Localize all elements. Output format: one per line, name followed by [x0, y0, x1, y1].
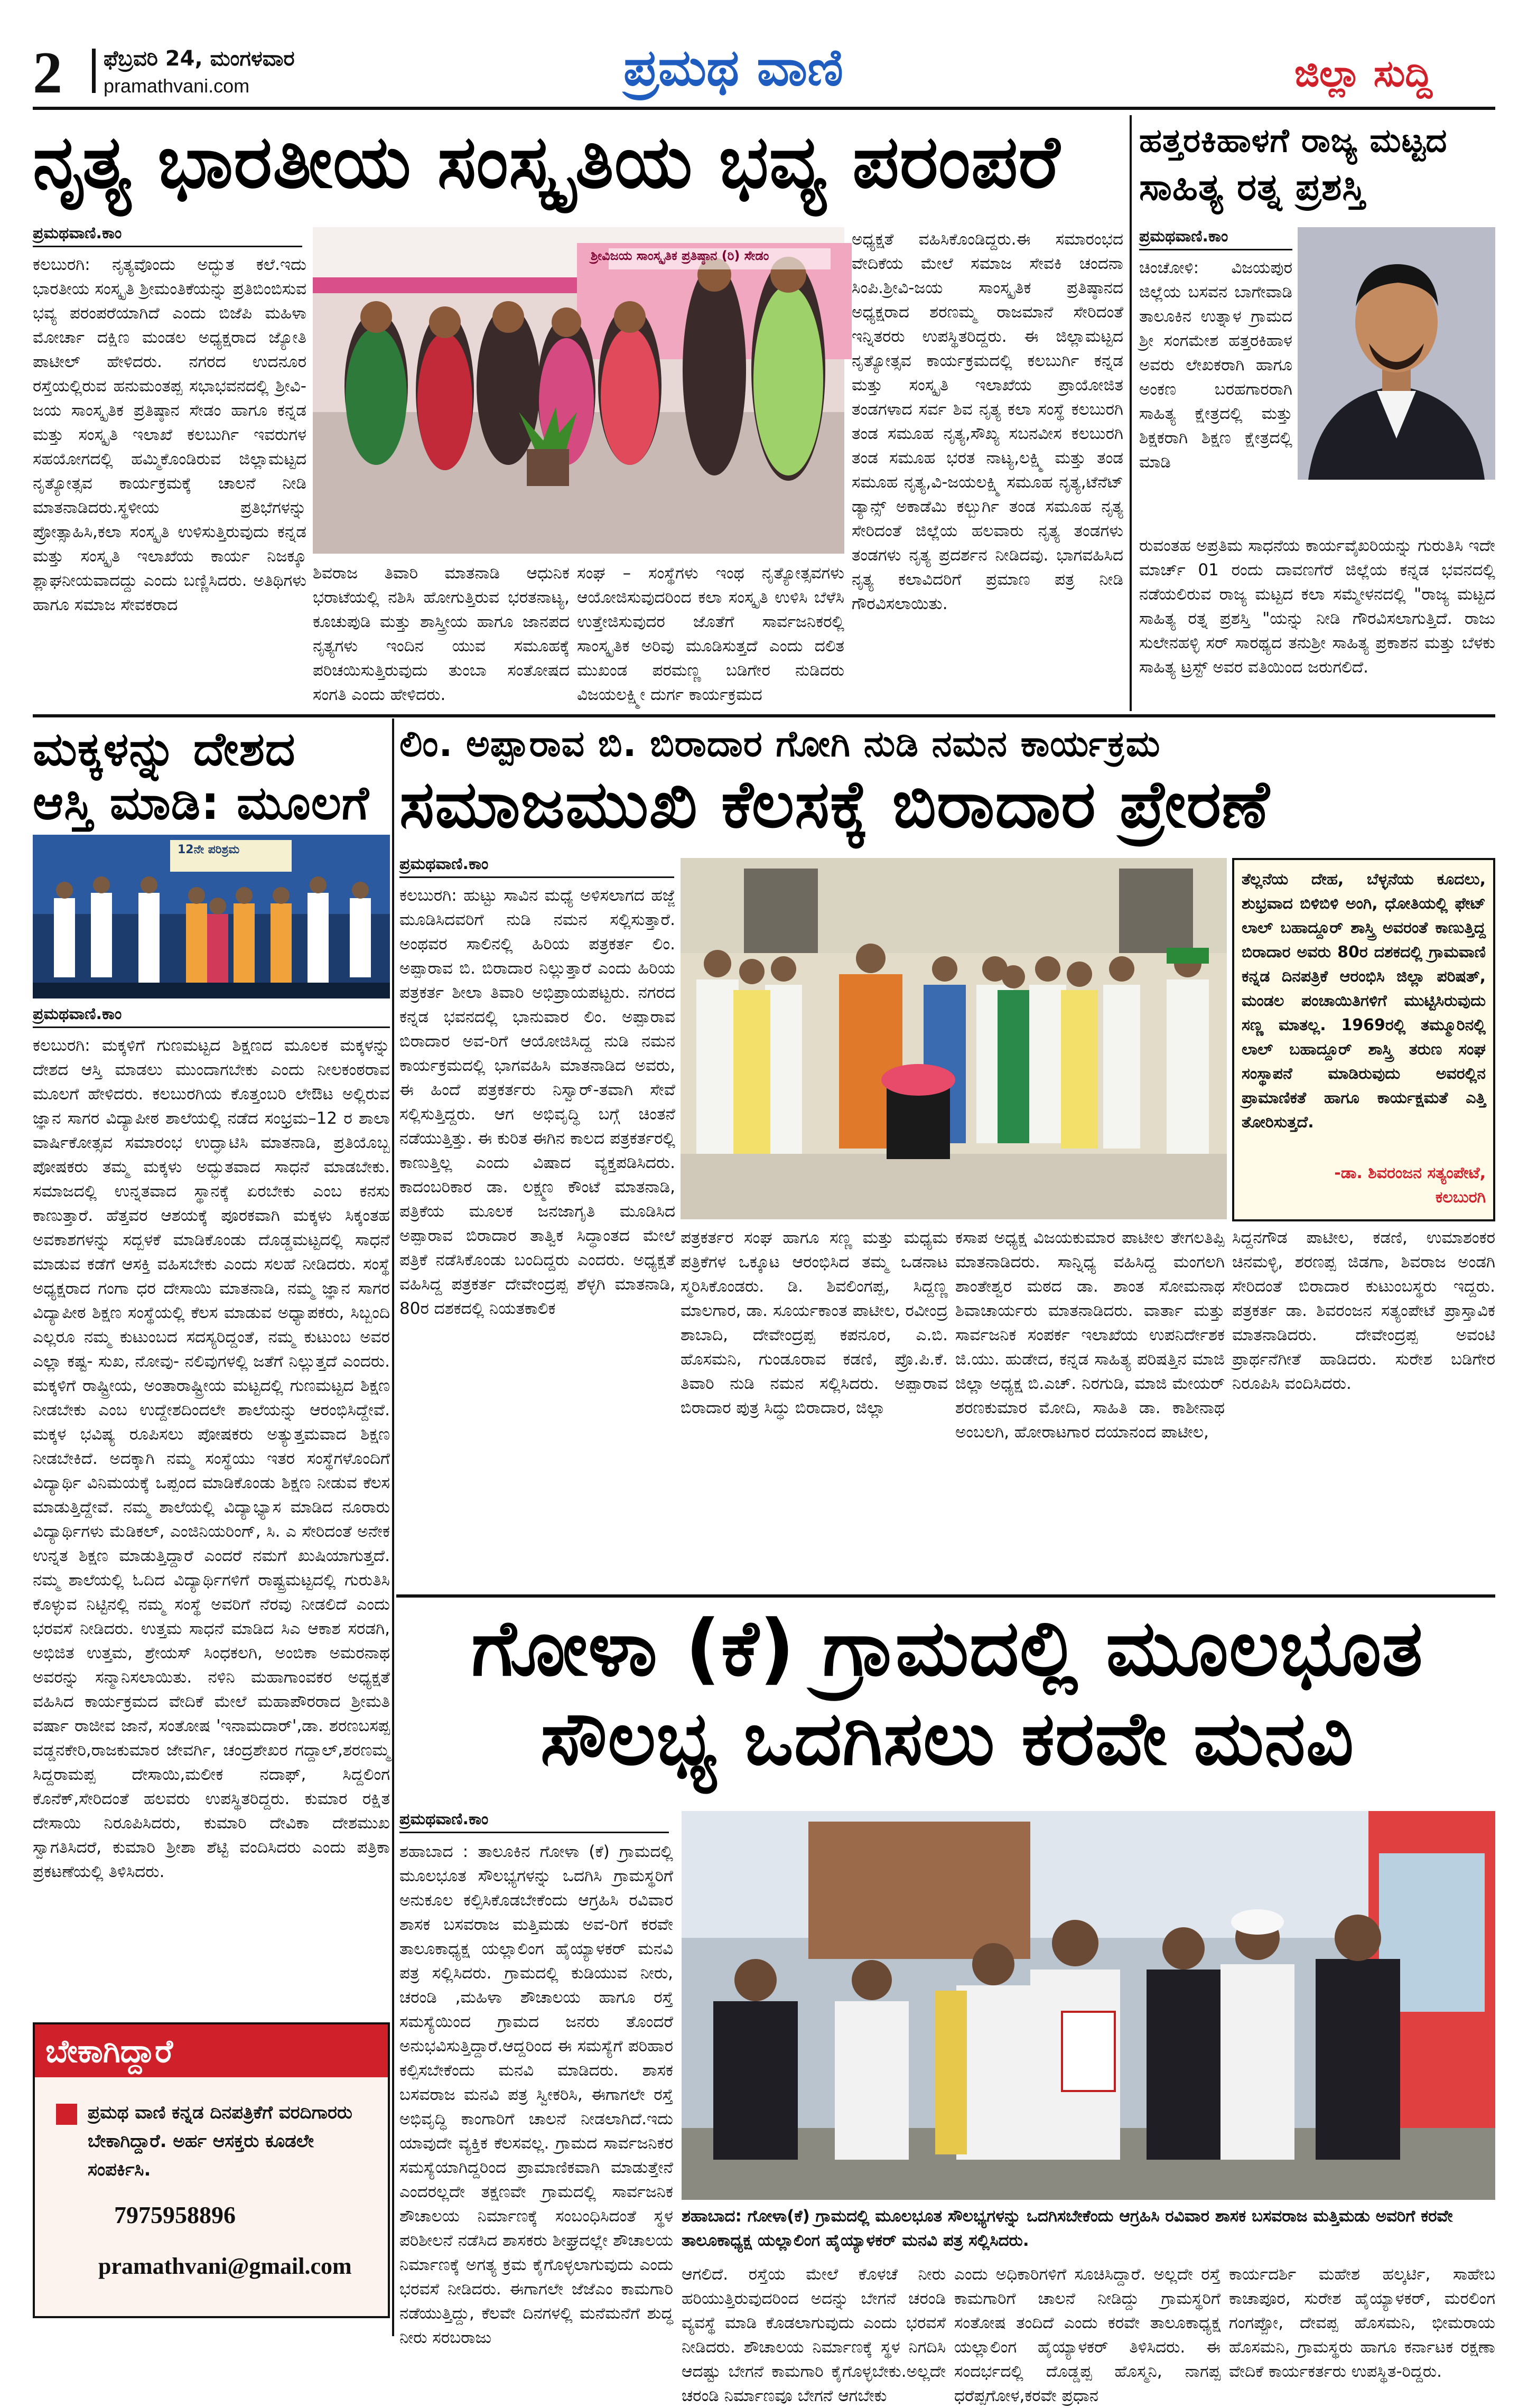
story4-column-3: ಕಸಾಪ ಅಧ್ಯಕ್ಷ ವಿಜಯಕುಮಾರ ಪಾಟೀಲ ತೇಗಲತಿಪ್ಪಿ ಮಾತನಾಡಿದರು. ಸಾನ್ನಿಧ್ಯ ವಹಿಸಿದ್ದ ಮಂಗಲಗಿ ಶಾಂತೇಶ್ವರ ಮಠದ ಡಾ. ಶಾಂತ ಸೋಮನಾಥ ಶಿವಾಚಾರ್ಯರು ಮಾತನಾಡಿದರು. ವಾರ್ತಾ ಮತ್ತು ಸಾರ್ವಜನಿಕ ಸಂಪರ್ಕ ಇಲಾಖೆಯ ಉಪನಿರ್ದೇಶಕ ಜಿ.ಯು. ಹುಡೇದ, ಕನ್ನಡ ಸಾಹಿತ್ಯ ಪರಿಷತ್ತಿನ ಮಾಜಿ ಜಿಲ್ಲಾ ಅಧ್ಯಕ್ಷ ಬಿ.ಎಚ್. ನಿರಗುಡಿ, ಮಾಜಿ ಮೇಯರ್ ಶರಣಕುಮಾರ ಮೋದಿ, ಸಾಹಿತಿ ಡಾ. ಕಾಶೀನಾಥ ಅಂಬಲಗಿ, ಹೋರಾಟಗಾರ ದಯಾನಂದ ಪಾಟೀಲ, [955, 1228, 1225, 1442]
section-title: ಜಿಲ್ಲಾ ಸುದ್ದಿ [1294, 52, 1432, 95]
story3-byline: ಪ್ರಮಥವಾಣಿ.ಕಾಂ [33, 1005, 390, 1028]
column-divider [1130, 115, 1132, 711]
tribute-event-photo [681, 858, 1227, 1219]
story5-headline-line1: ಗೋಳಾ (ಕೆ) ಗ್ರಾಮದಲ್ಲಿ ಮೂಲಭೂತ [471, 1603, 1423, 1693]
ad-bullet-icon [56, 2104, 77, 2125]
story2-column-2: ರುವಂತಹ ಅಪ್ರತಿಮ ಸಾಧನೆಯ ಕಾರ್ಯವೈಖರಿಯನ್ನು ಗುರುತಿಸಿ ಇದೇ ಮಾರ್ಚ್ 01 ರಂದು ದಾವಣಗೆರೆ ಜಿಲ್ಲೆಯ ಕನ್ನಡ ಭವನದಲ್ಲಿ ನಡೆಯಲಿರುವ ರಾಜ್ಯ ಮಟ್ಟದ ಕಲಾ ಸಮ್ಮೇಳನದಲ್ಲಿ "ರಾಜ್ಯ ಮಟ್ಟದ ಸಾಹಿತ್ಯ ರತ್ನ ಪ್ರಶಸ್ತಿ "ಯನ್ನು ನೀಡಿ ಗೌರವಿಸಲಾಗುತ್ತಿದೆ. ರಾಜು ಸುಲೇನಹಳ್ಳಿ ಸರ್ ಸಾರಥ್ಯದ ತನುಶ್ರೀ ಸಾಹಿತ್ಯ ಪ್ರಕಾಶನ ಮತ್ತು ಬೆಳಕು ಸಾಹಿತ್ಯ ಟ್ರಸ್ಟ್ ಅವರ ವತಿಯಿಂದ ಜರುಗಲಿದೆ. [1139, 536, 1495, 677]
story1-photo [313, 227, 844, 554]
story2-column-1: ಚಿಂಚೋಳಿ: ವಿಜಯಪುರ ಜಿಲ್ಲೆಯ ಬಸವನ ಬಾಗೇವಾಡಿ ತಾಲೂಕಿನ ಉತ್ನಾಳ ಗ್ರಾಮದ ಶ್ರೀ ಸಂಗಮೇಶ ಹತ್ತರಕಿಹಾಳ ಅವರು ಲೇಖಕರಾಗಿ ಹಾಗೂ ಅಂಕಣ ಬರಹಗಾರರಾಗಿ ಸಾಹಿತ್ಯ ಕ್ಷೇತ್ರದಲ್ಲಿ ಮತ್ತು ಶಿಕ್ಷಕರಾಗಿ ಶಿಕ್ಷಣ ಕ್ಷೇತ್ರದಲ್ಲಿ ಮಾಡಿ [1139, 258, 1292, 472]
story3-body: ಕಲಬುರಗಿ: ಮಕ್ಕಳಿಗೆ ಗುಣಮಟ್ಟದ ಶಿಕ್ಷಣದ ಮೂಲಕ ಮಕ್ಕಳನ್ನು ದೇಶದ ಆಸ್ತಿ ಮಾಡಲು ಮುಂದಾಗಬೇಕು ಎಂದು ನೀಲಕಂಠರಾವ ಮೂಲಗೆ ಹೇಳಿದರು. ಕಲಬುರಗಿಯ ಕೊತ್ತಂಬರಿ ಲೇಔಟ ಅಲ್ಲಿರುವ ಜ್ಞಾನ ಸಾಗರ ವಿದ್ಯಾಪೀಠ ಶಾಲೆಯಲ್ಲಿ ನಡೆದ ಸಂಭ್ರಮ–12 ರ ಶಾಲಾ ವಾರ್ಷಿಕೋತ್ಸವ ಸಮಾರಂಭ ಉದ್ಘಾಟಿಸಿ ಮಾತನಾಡಿ, ಪ್ರತಿಯೊಬ್ಬ ಪೋಷಕರು ತಮ್ಮ ಮಕ್ಕಳು ಅದ್ಭುತವಾದ ಸಾಧನೆ ಮಾಡಬೇಕು. ಸಮಾಜದಲ್ಲಿ ಉನ್ನತವಾದ ಸ್ಥಾನಕ್ಕೆ ಏರಬೇಕು ಎಂಬ ಕನಸು ಕಾಣುತ್ತಾರೆ. ಹೆತ್ತವರ ಆಶಯಕ್ಕೆ ಪೂರಕವಾಗಿ ಮಕ್ಕಳು ಸಿಕ್ಕಂತಹ ಅವಕಾಶಗಳನ್ನು ಸದ್ಬಳಕೆ ಮಾಡಿಕೊಂಡು ದೊಡ್ಡಮಟ್ಟದಲ್ಲಿ ಸಾಧನೆ ಮಾಡುವ ಕಡೆಗೆ ಆಸಕ್ತಿ ವಹಿಸಬೇಕು ಎಂದು ಸಲಹೆ ನೀಡಿದರು. ಸಂಸ್ಥೆ ಅಧ್ಯಕ್ಷರಾದ ಗಂಗಾ ಧರ ದೇಸಾಯಿ ಮಾತನಾಡಿ, ನಮ್ಮ ಜ್ಞಾನ ಸಾಗರ ವಿದ್ಯಾಪೀಠ ಶಿಕ್ಷಣ ಸಂಸ್ಥೆಯಲ್ಲಿ ಕೆಲಸ ಮಾಡುವ ಅಧ್ಯಾಪಕರು, ಸಿಬ್ಬಂದಿ ಎಲ್ಲರೂ ನಮ್ಮ ಕುಟುಂಬದ ಸದಸ್ಯರಿದ್ದಂತೆ, ನಮ್ಮ ಕುಟುಂಬ ಅವರ ಎಲ್ಲಾ ಕಷ್ಟ- ಸುಖ, ನೋವು- ನಲಿವುಗಳಲ್ಲಿ ಜತೆಗೆ ನಿಲ್ಲುತ್ತದೆ ಎಂದರು. ಮಕ್ಕಳಿಗೆ ರಾಷ್ಟ್ರೀಯ, ಅಂತಾರಾಷ್ಟ್ರೀಯ ಮಟ್ಟದಲ್ಲಿ ಗುಣಮಟ್ಟದ ಶಿಕ್ಷಣ ನೀಡಬೇಕು ಎಂಬ ಉದ್ದೇಶದಿಂದಲೇ ಶಾಲೆಯನ್ನು ಆರಂಭಿಸಿದ್ದೇವೆ. ಮಕ್ಕಳ ಭವಿಷ್ಯ ರೂಪಿಸಲು ಪೋಷಕರು ಅತ್ಯುತ್ತಮವಾದ ಶಿಕ್ಷಣ ನೀಡಬೇಕಿದೆ. ಅದಕ್ಕಾಗಿ ನಮ್ಮ ಸಂಸ್ಥೆಯು ಇತರ ಸಂಸ್ಥೆಗಳೊಂದಿಗೆ ವಿದ್ಯಾರ್ಥಿ ವಿನಿಮಯಕ್ಕೆ ಒಪ್ಪಂದ ಮಾಡಿಕೊಂಡು ಶಿಕ್ಷಣ ನೀಡುವ ಕೆಲಸ ಮಾಡುತ್ತಿದ್ದೇವೆ. ನಮ್ಮ ಶಾಲೆಯಲ್ಲಿ ವಿದ್ಯಾಭ್ಯಾಸ ಮಾಡಿದ ನೂರಾರು ವಿದ್ಯಾರ್ಥಿಗಳು ಮೆಡಿಕಲ್, ಎಂಜಿನಿಯರಿಂಗ್, ಸಿ. ಎ ಸೇರಿದಂತೆ ಅನೇಕ ಉನ್ನತ ಶಿಕ್ಷಣ ಮಾಡುತ್ತಿದ್ದಾರೆ ಎಂದರೆ ನಮಗೆ ಖುಷಿಯಾಗುತ್ತದೆ. ನಮ್ಮ ಶಾಲೆಯಲ್ಲಿ ಓದಿದ ವಿದ್ಯಾರ್ಥಿಗಳಿಗೆ ರಾಷ್ಟ್ರಮಟ್ಟದಲ್ಲಿ ಗುರುತಿಸಿ ಕೊಳ್ಳುವ ನಿಟ್ಟಿನಲ್ಲಿ ನಮ್ಮ ಸಂಸ್ಥೆ ಅವರಿಗೆ ನೆರವು ನೀಡಲಿದೆ ಎಂದು ಭರವಸೆ ನೀಡಿದರು. ಉತ್ತಮ ಸಾಧನೆ ಮಾಡಿದ ಸಿಎ ಆಕಾಶ ಸರಡಗಿ, ಅಭಿಜಿತ ಉತ್ತಮ, ಶ್ರೇಯಸ್ ಸಿಂಧಕಲಗಿ, ಅಂಬಿಕಾ ಅಮರನಾಥ ಅವರನ್ನು ಸನ್ಮಾನಿಸಲಾಯಿತು. ನಳಿನಿ ಮಹಾಗಾಂವಕರ ಅಧ್ಯಕ್ಷತೆ ವಹಿಸಿದ ಕಾರ್ಯಕ್ರಮದ ವೇದಿಕೆ ಮೇಲೆ ಮಹಾಪೌರರಾದ ಶ್ರೀಮತಿ ವರ್ಷಾ ರಾಜೀವ ಜಾನೆ, ಸಂತೋಷ 'ಇನಾಮದಾರ್',ಡಾ. ಶರಣಬಸಪ್ಪ ವಡ್ಡನಕೇರಿ,ರಾಜಕುಮಾರ ಜೇವರ್ಗಿ, ಚಂದ್ರಶೇಖರ ಗದ್ದಾಲ್,ಶರಣಮ್ಮ ಸಿದ್ದರಾಮಪ್ಪ ದೇಸಾಯಿ,ಮಲೀಕ ನದಾಫ್, ಸಿದ್ದಲಿಂಗ ಕೊನೆಕ್,ಸೇರಿದಂತೆ ಹಲವರು ಉಪಸ್ಥಿತರಿದ್ದರು. ಕುಮಾರ ರಕ್ಷಿತ ದೇಸಾಯಿ ನಿರೂಪಿಸಿದರು, ಕುಮಾರಿ ದೇವಿಕಾ ದೇಶಮುಖ ಸ್ವಾಗತಿಸಿದರೆ, ಕುಮಾರಿ ಶ್ರೀಶಾ ಶೆಟ್ಟಿ ವಂದಿಸಿದರು ಎಂದು ಪತ್ರಿಕಾ ಪ್ರಕಟಣೆಯಲ್ಲಿ ತಿಳಿಸಿದರು. [33, 1036, 390, 1881]
story1-byline: ಪ್ರಮಥವಾಣಿ.ಕಾಂ [33, 224, 302, 247]
story4-column-4: ಸಿದ್ದನಗೌಡ ಪಾಟೀಲ, ಕಡಣಿ, ಉಮಾಶಂಕರ ಚಿನಮಳ್ಳಿ, ಶರಣಪ್ಪ ಜಿಡಗಾ, ಶಿವರಾಜ ಅಂಡಗಿ ಸೇರಿದಂತೆ ಬಿರಾದಾರ ಕುಟುಂಬಸ್ಥರು ಇದ್ದರು. ಪತ್ರಕರ್ತ ಡಾ. ಶಿವರಂಜನ ಸತ್ಯಂಪೇಟೆ ಪ್ರಾಸ್ತಾವಿಕ ಮಾತನಾಡಿದರು. ದೇವೇಂದ್ರಪ್ಪ ಅವಂಟಿ ಪ್ರಾರ್ಥನೆಗೀತೆ ಹಾಡಿದರು. ಸುರೇಶ ಬಡಿಗೇರ ನಿರೂಪಿಸಿ ವಂದಿಸಿದರು. [1232, 1228, 1495, 1393]
story3-headline-line2: ಆಸ್ತಿ ಮಾಡಿ: ಮೂಲಗೆ [33, 776, 369, 830]
story1-headline: ನೃತ್ಯ ಭಾರತೀಯ ಸಂಸ್ಕೃತಿಯ ಭವ್ಯ ಪರಂಪರೆ [33, 119, 1060, 204]
school-event-photo [33, 835, 390, 998]
ad-title: ಬೇಕಾಗಿದ್ದಾರೆ [45, 2033, 173, 2070]
story1-column-4: ಅಧ್ಯಕ್ಷತೆ ವಹಿಸಿಕೊಂಡಿದ್ದರು.ಈ ಸಮಾರಂಭದ ವೇದಿಕೆಯ ಮೇಲೆ ಸಮಾಜ ಸೇವಕಿ ಚಂದನಾ ಸಿಂಪಿ.ಶ್ರೀವಿ-ಜಯ ಸಾಂಸ್ಕೃತಿಕ ಪ್ರತಿಷ್ಠಾನದ ಅಧ್ಯಕ್ಷರಾದ ಶರಣಮ್ಮ ರಾಜಮಾನೆ ಸೇರಿದಂತೆ ಇನ್ನಿತರರು ಉಪಸ್ಥಿತರಿದ್ದರು. ಈ ಜಿಲ್ಲಾಮಟ್ಟದ ನೃತ್ಯೋತ್ಸವ ಕಾರ್ಯಕ್ರಮದಲ್ಲಿ ಕಲಬುರ್ಗಿ ಕನ್ನಡ ಮತ್ತು ಸಂಸ್ಕೃತಿ ಇಲಾಖೆಯ ಪ್ರಾಯೋಜಿತ ತಂಡಗಳಾದ ಸರ್ವ ಶಿವ ನೃತ್ಯ ಕಲಾ ಸಂಸ್ಥೆ ಕಲಬುರಗಿ ತಂಡ ಸಮೂಹ ನೃತ್ಯ,ಸೌಖ್ಯ ಸಬನವೀಸ ಕಲಬುರಗಿ ತಂಡ ಸಮೂಹ ಭರತ ನಾಟ್ಯ,ಲಕ್ಷ್ಮಿ ಮತ್ತು ತಂಡ ಸಮೂಹ ನೃತ್ಯ,ವಿ-ಜಯಲಕ್ಷ್ಮಿ ಸಮೂಹ ನೃತ್ಯ,ಟೆನೆಟ್ ಡ್ಯಾನ್ಸ್ ಅಕಾಡೆಮಿ ಕಲ್ಬುರ್ಗಿ ತಂಡ ಸಮೂಹ ನೃತ್ಯ ಸೇರಿದಂತೆ ಜಿಲ್ಲೆಯ ಹಲವಾರು ನೃತ್ಯ ತಂಡಗಳು ತಂಡಗಳು ನೃತ್ಯ ಪ್ರದರ್ಶನ ನೀಡಿದವು. ಭಾಗವಹಿಸಿದ ನೃತ್ಯ ಕಲಾವಿದರಿಗೆ ಪ್ರಮಾಣ ಪತ್ರ ನೀಡಿ ಗೌರವಿಸಲಾಯಿತು. [852, 230, 1123, 613]
masthead-logo: ಪ್ರಮಥ ವಾಣಿ [623, 38, 843, 97]
dance-festival-photo [313, 227, 844, 554]
story5-byline: ಪ್ರಮಥವಾಣಿ.ಕಾಂ [399, 1810, 669, 1833]
story3-photo-banner: 12ನೇ ಪರಿಶ್ರಮ [178, 843, 240, 856]
page-number: 2 [33, 40, 62, 106]
story4-kicker: ಲಿಂ. ಅಪ್ಪಾರಾವ ಬಿ. ಬಿರಾದಾರ ಗೋಗಿ ನುಡಿ ನಮನ ಕಾರ್ಯಕ್ರಮ [399, 723, 1161, 765]
story5-column-3: ಎಂದು ಅಧಿಕಾರಿಗಳಿಗೆ ಸೂಚಿಸಿದ್ದಾರೆ. ಅಲ್ಲದೇ ರಸ್ತೆ ಕಾಮಗಾರಿಗೆ ಚಾಲನೆ ನೀಡಿದ್ದು ಗ್ರಾಮಸ್ಥರಿಗೆ ಸಂತೋಷ ತಂದಿದೆ ಎಂದು ಕರವೇ ತಾಲೂಕಾಧ್ಯಕ್ಷ ಯಲ್ಲಾಲಿಂಗ ಹೈಯ್ಯಾಳಕರ್ ತಿಳಿಸಿದರು. ಈ ಸಂದರ್ಭದಲ್ಲಿ ದೊಡ್ಡಪ್ಪ ಹೊಸ್ಮನಿ, ನಾಗಪ್ಪ ಧರೆಪ್ಪಗೋಳ,ಕರವೇ ಪ್ರಧಾನ [954, 2265, 1220, 2405]
story4-quote-author: -ಡಾ. ಶಿವರಂಜನ ಸತ್ಯಂಪೇಟೆ, [1334, 1164, 1486, 1182]
story2-headline-line1: ಹತ್ತರಕಿಹಾಳಗೆ ರಾಜ್ಯ ಮಟ್ಟದ [1139, 121, 1448, 160]
story2-byline: ಪ್ರಮಥವಾಣಿ.ಕಾಂ [1139, 227, 1292, 250]
section-rule-2 [396, 1594, 1495, 1598]
story2-headline-line2: ಸಾಹಿತ್ಯ ರತ್ನ ಪ್ರಶಸ್ತಿ [1139, 165, 1366, 209]
story1-photo-banner: ಶ್ರೀವಿಜಯ ಸಾಂಸ್ಕೃತಿಕ ಪ್ರತಿಷ್ಠಾನ (ರಿ) ಸೇಡಂ [591, 248, 769, 263]
story5-photo-caption: ಶಹಾಬಾದ: ಗೋಳಾ(ಕೆ) ಗ್ರಾಮದಲ್ಲಿ ಮೂಲಭೂತ ಸೌಲಭ್ಯಗಳನ್ನು ಒದಗಿಸಬೇಕೆಂದು ಆಗ್ರಹಿಸಿ ರವಿವಾರ ಶಾಸಕ ಬಸವರಾಜ ಮತ್ತಿಮಡು ಅವರಿಗೆ ಕರವೇ ತಾಲೂಕಾಧ್ಯಕ್ಷ ಯಲ್ಲಾಲಿಂಗ ಹೈಯ್ಯಾಳಕರ್ ಮನವಿ ಪತ್ರ ಸಲ್ಲಿಸಿದರು. [682, 2207, 1453, 2250]
story5-photo [682, 1811, 1495, 2200]
ad-phone[interactable]: 7975958896 [114, 2201, 236, 2228]
classified-ad [33, 2022, 390, 2318]
story4-headline: ಸಮಾಜಮುಖಿ ಕೆಲಸಕ್ಕೆ ಬಿರಾದಾರ ಪ್ರೇರಣೆ [399, 767, 1270, 843]
column-divider [392, 718, 394, 2336]
story4-byline: ಪ್ರಮಥವಾಣಿ.ಕಾಂ [399, 855, 674, 878]
header-rule [33, 107, 1495, 110]
story4-column-2: ಪತ್ರಕರ್ತರ ಸಂಘ ಹಾಗೂ ಸಣ್ಣ ಮತ್ತು ಮಧ್ಯಮ ಪತ್ರಿಕೆಗಳ ಒಕ್ಕೂಟ ಆರಂಭಿಸಿದ ತಮ್ಮ ಒಡನಾಟ ಸ್ಮರಿಸಿಕೊಂಡರು. ಡಿ. ಶಿವಲಿಂಗಪ್ಪ, ಸಿದ್ದಣ್ಣ ಮಾಲಗಾರ, ಡಾ. ಸೂರ್ಯಕಾಂತ ಪಾಟೀಲ, ರವೀಂದ್ರ ಶಾಬಾದಿ, ದೇವೇಂದ್ರಪ್ಪ ಕಪನೂರ, ಎ.ಬಿ. ಹೊಸಮನಿ, ಗುಂಡೂರಾವ ಕಡಣಿ, ಪ್ರೊ.ಪಿ.ಕೆ. ತಿವಾರಿ ನುಡಿ ನಮನ ಸಲ್ಲಿಸಿದರು. ಅಪ್ಪಾರಾವ ಬಿರಾದಾರ ಪುತ್ರ ಸಿದ್ಧು ಬಿರಾದಾರ, ಜಿಲ್ಲಾ [681, 1228, 948, 1417]
story1-column-3: ಸಂಘ – ಸಂಸ್ಥೆಗಳು ಇಂಥ ನೃತ್ಯೋತ್ಸವಗಳು ಆಯೋಜಿಸುವುದರಿಂದ ಕಲಾ ಸಂಸ್ಕೃತಿ ಉಳಿಸಿ ಬೆಳೆಸಿ ಉತ್ತೇಜಿಸುವುದರ ಜೊತೆಗೆ ಸಾರ್ವಜನಿಕರಲ್ಲಿ ಸಾಂಸ್ಕೃತಿಕ ಅರಿವು ಮೂಡಿಸುತ್ತದೆ ಎಂದು ದಲಿತ ಮುಖಂಡ ಪರಮಣ್ಣ ಬಡಿಗೇರ ನುಡಿದರು ವಿಜಯಲಕ್ಷ್ಮೀ ದುರ್ಗ ಕಾರ್ಯಕ್ರಮದ [577, 564, 844, 704]
header-divider [92, 49, 96, 93]
story4-quote-place: ಕಲಬುರಗಿ [1435, 1188, 1486, 1207]
story5-headline-line2: ಸೌಲಭ್ಯ ಒದಗಿಸಲು ಕರವೇ ಮನವಿ [540, 1696, 1355, 1782]
story4-quote-text: ತೆಲ್ಲನೆಯ ದೇಹ, ಬೆಳ್ಳನೆಯ ಕೂದಲು, ಶುಭ್ರವಾದ ಬಿಳಿಬಿಳಿ ಅಂಗಿ, ಧೋತಿಯಲ್ಲಿ ಫೇಟ್ ಲಾಲ್ ಬಹಾದ್ದೂರ್ ಶಾಸ್ತ್ರಿ ಅವರಂತೆ ಕಾಣುತ್ತಿದ್ದ ಬಿರಾದಾರ ಅವರು 80ರ ದಶಕದಲ್ಲಿ ಗ್ರಾಮವಾಣಿ ಕನ್ನಡ ದಿನಪತ್ರಿಕೆ ಆರಂಭಿಸಿ ಜಿಲ್ಲಾ ಪರಿಷತ್, ಮಂಡಲ ಪಂಚಾಯಿತಿಗಳಿಗೆ ಮುಟ್ಟಿಸಿರುವುದು ಸಣ್ಣ ಮಾತಲ್ಲ. 1969ರಲ್ಲಿ ತಮ್ಮೂರಿನಲ್ಲಿ ಲಾಲ್ ಬಹಾದ್ದೂರ್ ಶಾಸ್ತ್ರಿ ತರುಣ ಸಂಘ ಸಂಸ್ಥಾಪನೆ ಮಾಡಿರುವುದು ಅವರಲ್ಲಿನ ಪ್ರಾಮಾಣಿಕತೆ ಹಾಗೂ ಕಾರ್ಯಕ್ಷಮತೆ ಎತ್ತಿ ತೋರಿಸುತ್ತದೆ. [1242, 870, 1486, 1132]
ad-email[interactable]: pramathvani@gmail.com [98, 2253, 352, 2279]
ad-title-bar [35, 2024, 388, 2077]
story4-photo [681, 858, 1227, 1219]
story5-column-1: ಶಹಾಬಾದ : ತಾಲೂಕಿನ ಗೋಳಾ (ಕೆ) ಗ್ರಾಮದಲ್ಲಿ ಮೂಲಭೂತ ಸೌಲಭ್ಯಗಳನ್ನು ಒದಗಿಸಿ ಗ್ರಾಮಸ್ಥರಿಗೆ ಅನುಕೂಲ ಕಲ್ಪಿಸಿಕೊಡಬೇಕೆಂದು ಆಗ್ರಹಿಸಿ ರವಿವಾರ ಶಾಸಕ ಬಸವರಾಜ ಮತ್ತಿಮಡು ಅವ-ರಿಗೆ ಕರವೇ ತಾಲೂಕಾಧ್ಯಕ್ಷ ಯಲ್ಲಾಲಿಂಗ ಹೈಯ್ಯಾಳಕರ್ ಮನವಿ ಪತ್ರ ಸಲ್ಲಿಸಿದರು. ಗ್ರಾಮದಲ್ಲಿ ಕುಡಿಯುವ ನೀರು, ಚರಂಡಿ ,ಮಹಿಳಾ ಶೌಚಾಲಯ ಹಾಗೂ ರಸ್ತೆ ಸಮಸ್ಯೆಯಿಂದ ಗ್ರಾಮದ ಜನರು ತೊಂದರೆ ಅನುಭವಿಸುತ್ತಿದ್ದಾರೆ.ಆದ್ದರಿಂದ ಈ ಸಮಸ್ಯೆಗೆ ಪರಿಹಾರ ಕಲ್ಪಿಸಬೇಕೆಂದು ಮನವಿ ಮಾಡಿದರು. ಶಾಸಕ ಬಸವರಾಜ ಮನವಿ ಪತ್ರ ಸ್ವೀಕರಿಸಿ, ಈಗಾಗಲೇ ರಸ್ತೆ ಅಭಿವೃದ್ಧಿ ಕಾಂಗಾರಿಗೆ ಚಾಲನೆ ನೀಡಲಾಗಿದೆ.ಇದು ಯಾವುದೇ ವ್ಯಕ್ತಿಕ ಕೆಲಸವಲ್ಲ. ಗ್ರಾಮದ ಸಾರ್ವಜನಿಕರ ಸಮಸ್ಯೆಯಾಗಿದ್ದರಿಂದ ಪ್ರಾಮಾಣಿಕವಾಗಿ ಮಾಡುತ್ತೇನೆ ಎಂದರಲ್ಲದೇ ತಕ್ಷಣವೇ ಗ್ರಾಮದಲ್ಲಿ ಸಾರ್ವಜನಿಕ ಶೌಚಾಲಯ ನಿರ್ಮಾಣಕ್ಕೆ ಸಂಬಂಧಿಸಿದಂತೆ ಸ್ಥಳ ಪರಿಶೀಲನೆ ನಡೆಸಿದ ಶಾಸಕರು ಶೀಘ್ರದಲ್ಲೇ ಶೌಚಾಲಯ ನಿರ್ಮಾಣಕ್ಕೆ ಅಗತ್ಯ ಕ್ರಮ ಕೈಗೊಳ್ಳಲಾಗುವುದು ಎಂದು ಭರವಸೆ ನೀಡಿದರು. ಈಗಾಗಲೇ ಜೆಜೆಎಂ ಕಾಮಗಾರಿ ನಡೆಯುತ್ತಿದ್ದು, ಕೆಲವೇ ದಿನಗಳಲ್ಲಿ ಮನೆಮನೆಗೆ ಶುದ್ಧ ನೀರು ಸರಬರಾಜು [399, 1842, 673, 2347]
story4-quote-box [1232, 858, 1495, 1221]
story4-column-1: ಕಲಬುರಗಿ: ಹುಟ್ಟು ಸಾವಿನ ಮಧ್ಯೆ ಅಳಿಸಲಾಗದ ಹಜ್ಜೆ ಮೂಡಿಸಿದವರಿಗೆ ನುಡಿ ನಮನ ಸಲ್ಲಿಸುತ್ತಾರೆ. ಅಂಥವರ ಸಾಲಿನಲ್ಲಿ ಹಿರಿಯ ಪತ್ರಕರ್ತ ಲಿಂ. ಅಪ್ಪಾರಾವ ಬಿ. ಬಿರಾದಾರ ನಿಲ್ಲುತ್ತಾರೆ ಎಂದು ಹಿರಿಯ ಪತ್ರಕರ್ತ ಶೀಲಾ ತಿವಾರಿ ಅಭಿಪ್ರಾಯಪಟ್ಟರು. ನಗರದ ಕನ್ನಡ ಭವನದಲ್ಲಿ ಭಾನುವಾರ ಲಿಂ. ಅಪ್ಪಾರಾವ ಬಿರಾದಾರ ಅವ-ರಿಗೆ ಆಯೋಜಿಸಿದ್ದ ನುಡಿ ನಮನ ಕಾರ್ಯಕ್ರಮದಲ್ಲಿ ಭಾಗವಹಿಸಿ ಮಾತನಾಡಿದ ಅವರು, ಈ ಹಿಂದೆ ಪತ್ರಕರ್ತರು ನಿಸ್ವಾರ್-ತವಾಗಿ ಸೇವೆ ಸಲ್ಲಿಸುತ್ತಿದ್ದರು. ಆಗ ಅಭಿವೃದ್ಧಿ ಬಗ್ಗೆ ಚಿಂತನೆ ನಡೆಯುತ್ತಿತ್ತು. ಈ ಕುರಿತ ಈಗಿನ ಕಾಲದ ಪತ್ರಕರ್ತರಲ್ಲಿ ಕಾಣುತ್ತಿಲ್ಲ ಎಂದು ವಿಷಾದ ವ್ಯಕ್ತಪಡಿಸಿದರು. ಕಾದಂಬರಿಕಾರ ಡಾ. ಲಕ್ಷ್ಮಣ ಕೌಂಟೆ ಮಾತನಾಡಿ, ಪತ್ರಿಕೆಯ ಮೂಲಕ ಜನಜಾಗೃತಿ ಮೂಡಿಸಿದ ಅಪ್ಪಾರಾವ ಬಿರಾದಾರ ತಾತ್ವಿಕ ಸಿದ್ಧಾಂತದ ಮೇಲೆ ಪತ್ರಿಕೆ ನಡೆಸಿಕೊಂಡು ಬಂದಿದ್ದರು ಎಂದರು. ಅಧ್ಯಕ್ಷತೆ ವಹಿಸಿದ್ದ ಪತ್ರಕರ್ತ ದೇವೇಂದ್ರಪ್ಪ ಶೆಳ್ಳಗಿ ಮಾತನಾಡಿ, 80ರ ದಶಕದಲ್ಲಿ ನಿಯತಕಾಲಿಕ [399, 886, 675, 1318]
story5-column-2: ಆಗಲಿದೆ. ರಸ್ತೆಯ ಮೇಲೆ ಕೊಳಚೆ ನೀರು ಹರಿಯುತ್ತಿರುವುದರಿಂದ ಅದನ್ನು ಬೇಗನೆ ಚರಂಡಿ ವ್ಯವಸ್ಥೆ ಮಾಡಿ ಕೊಡಲಾಗುವುದು ಎಂದು ಭರವಸೆ ನೀಡಿದರು. ಶೌಚಾಲಯ ನಿರ್ಮಾಣಕ್ಕೆ ಸ್ಥಳ ನಿಗದಿಸಿ ಆದಷ್ಟು ಬೇಗನೆ ಕಾಮಗಾರಿ ಕೈಗೊಳ್ಳಬೇಕು.ಅಲ್ಲದೇ ಚರಂಡಿ ನಿರ್ಮಾಣವೂ ಬೇಗನೆ ಆಗಬೇಕು [682, 2265, 946, 2405]
story5-column-4: ಕಾರ್ಯದರ್ಶಿ ಮಹೇಶ ಹಲ್ಕರ್ಟಿ, ಸಾಹೇಬ ಕಾಚಾಪೂರ, ಸುರೇಶ ಹೈಯ್ಯಾಳಕರ್, ಮರಲಿಂಗ ಗಂಗಪ್ಪೋ, ದೇವಪ್ಪ ಹೊಸಮನಿ, ಭೀಮರಾಯ ಹೊಸಮನಿ, ಗ್ರಾಮಸ್ಥರು ಹಾಗೂ ಕರ್ನಾಟಕ ರಕ್ಷಣಾ ವೇದಿಕೆ ಕಾರ್ಯಕರ್ತರು ಉಪಸ್ಥಿತ-ರಿದ್ದರು. [1229, 2265, 1495, 2381]
story1-column-1: ಕಲಬುರಗಿ: ನೃತ್ಯವೊಂದು ಅದ್ಭುತ ಕಲೆ.ಇದು ಭಾರತೀಯ ಸಂಸ್ಕೃತಿ ಶ್ರೀಮಂತಿಕೆಯನ್ನು ಪ್ರತಿಬಿಂಬಿಸುವ ಭವ್ಯ ಪರಂಪರೆಯಾಗಿದೆ ಎಂದು ಬಿಜೆಪಿ ಮಹಿಳಾ ಮೋರ್ಚಾ ದಕ್ಷಿಣ ಮಂಡಲ ಅಧ್ಯಕ್ಷರಾದ ಜ್ಯೋತಿ ಪಾಟೀಲ್ ಹೇಳಿದರು. ನಗರದ ಉದನೂರ ರಸ್ತೆಯಲ್ಲಿರುವ ಹನುಮಂತಪ್ಪ ಸಭಾಭವನದಲ್ಲಿ ಶ್ರೀವಿ-ಜಯ ಸಾಂಸ್ಕೃತಿಕ ಪ್ರತಿಷ್ಠಾನ ಸೇಡಂ ಹಾಗೂ ಕನ್ನಡ ಮತ್ತು ಸಂಸ್ಕೃತಿ ಇಲಾಖೆ ಕಲಬುರ್ಗಿ ಇವರುಗಳ ಸಹಯೋಗದಲ್ಲಿ ಹಮ್ಮಿಕೊಂಡಿರುವ ಜಿಲ್ಲಾಮಟ್ಟದ ನೃತ್ಯೋತ್ಸವ ಕಾರ್ಯಕ್ರಮಕ್ಕೆ ಚಾಲನೆ ನೀಡಿ ಮಾತನಾಡಿದರು.ಸ್ಥಳೀಯ ಪ್ರತಿಭೆಗಳನ್ನು ಪ್ರೋತ್ಸಾಹಿಸಿ,ಕಲಾ ಸಂಸ್ಕೃತಿ ಉಳಿಸುತ್ತಿರುವುದು ಕನ್ನಡ ಮತ್ತು ಸಂಸ್ಕೃತಿ ಇಲಾಖೆಯ ಕಾರ್ಯ ನಿಜಕ್ಕೂ ಶ್ಲಾಘನೀಯವಾದದ್ದು ಎಂದು ಬಣ್ಣಿಸಿದರು. ಅತಿಥಿಗಳು ಹಾಗೂ ಸಮಾಜ ಸೇವಕರಾದ [33, 255, 306, 614]
story3-headline-line1: ಮಕ್ಕಳನ್ನು ದೇಶದ [33, 722, 296, 776]
section-rule-1 [33, 714, 1495, 717]
story1-column-2: ಶಿವರಾಜ ತಿವಾರಿ ಮಾತನಾಡಿ ಆಧುನಿಕ ಭರಾಟೆಯಲ್ಲಿ ನಶಿಸಿ ಹೋಗುತ್ತಿರುವ ಭರತನಾಟ್ಯ, ಕೂಚುಪುಡಿ ಮತ್ತು ಶಾಸ್ತ್ರೀಯ ಹಾಗೂ ಜಾನಪದ ನೃತ್ಯಗಳು ಇಂದಿನ ಯುವ ಸಮೂಹಕ್ಕೆ ಪರಿಚಯಿಸುತ್ತಿರುವುದು ತುಂಬಾ ಸಂತೋಷದ ಸಂಗತಿ ಎಂದು ಹೇಳಿದರು. [313, 564, 570, 704]
website-link[interactable]: pramathvani.com [104, 75, 250, 97]
memorandum-photo [682, 1811, 1495, 2200]
story2-portrait [1298, 227, 1495, 480]
story3-photo [33, 835, 390, 998]
ad-text: ಪ್ರಮಥ ವಾಣಿ ಕನ್ನಡ ದಿನಪತ್ರಿಕೆಗೆ ವರದಿಗಾರರು ಬೇಕಾಗಿದ್ದಾರೆ. ಅರ್ಹ ಆಸಕ್ತರು ಕೂಡಲೇ ಸಂಪರ್ಕಿಸಿ. [88, 2102, 352, 2180]
portrait-photo [1298, 227, 1495, 480]
issue-date: ಫೆಬ್ರವರಿ 24, ಮಂಗಳವಾರ [104, 46, 295, 71]
